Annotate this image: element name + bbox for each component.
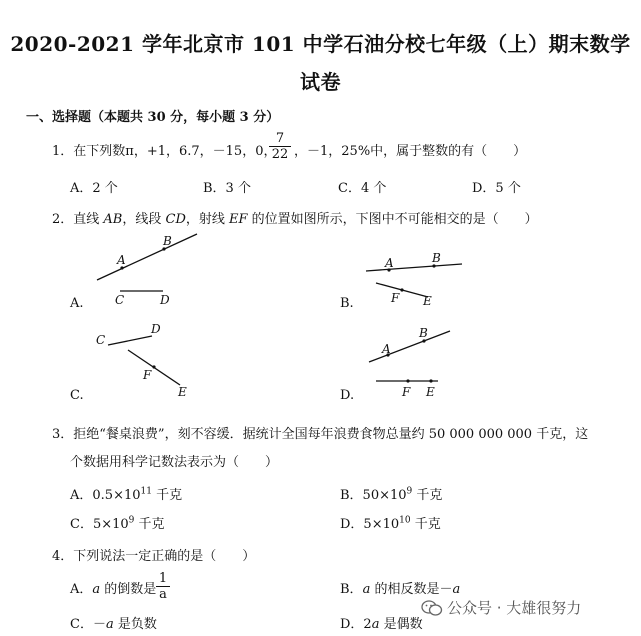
fig-c-point-f xyxy=(152,365,155,368)
q4-option-b-text: 的相反数是－ xyxy=(370,582,453,597)
q1-stem-prefix: 1．在下列数π，+1，6.7，－15，0， xyxy=(52,144,277,159)
q3-option-c-exp: 9 xyxy=(128,515,135,526)
q1-option-b: B．3 个 xyxy=(203,181,251,196)
fig-d-point-f xyxy=(406,379,409,382)
q3-option-c-unit: 千克 xyxy=(134,517,165,532)
q3-option-a-unit: 千克 xyxy=(151,488,183,503)
q4-option-a xyxy=(70,578,156,597)
fig-c-label-f: F xyxy=(143,368,152,382)
fig-b-label-b: B xyxy=(432,251,441,265)
q4-option-d xyxy=(340,613,423,632)
fig-b-point-f xyxy=(400,288,403,291)
q3-option-a-exp: 11 xyxy=(140,486,152,497)
q3-option-b-base: B．50×10 xyxy=(340,488,407,503)
q4-option-d-var: a xyxy=(371,617,380,632)
q1-stem-suffix: ，－1，25%中，属于整数的有（ ） xyxy=(294,144,527,159)
q3-option-b xyxy=(340,484,442,503)
q2-stem-post: 的位置如图所示，下图中不可能相交的是（ ） xyxy=(247,212,538,227)
fig-b-label-f: F xyxy=(391,291,400,305)
q3-option-a-base: A．0.5×10 xyxy=(70,488,141,503)
fig-c-label-e: E xyxy=(178,385,187,399)
fig-c-segment-cd xyxy=(108,336,152,345)
section-heading: 一、选择题（本题共 30 分，每小题 3 分） xyxy=(26,110,280,125)
q2-stem-mid2: ，射线 xyxy=(185,212,230,227)
q4-option-a-fraction-denominator: a xyxy=(159,587,167,602)
fig-b-line-ab xyxy=(366,264,462,271)
fig-a-label-a: A xyxy=(117,253,126,267)
q3-option-c-base: C．5×10 xyxy=(70,517,129,532)
q2-option-c-label: C. xyxy=(70,388,84,403)
q4-option-d-text: 是偶数 xyxy=(379,617,423,632)
q4-option-a-fraction-numerator: 1 xyxy=(158,571,168,586)
q3-option-d-exp: 10 xyxy=(399,515,411,526)
fig-d-label-a: A xyxy=(382,342,391,356)
q1-fraction-denominator: 22 xyxy=(271,147,289,162)
q3-option-d-base: D．5×10 xyxy=(340,517,400,532)
q2-option-a-label: A. xyxy=(70,296,84,311)
q4-option-b-pre: B． xyxy=(340,582,363,597)
q2-option-d-label: D. xyxy=(340,388,355,403)
q3-stem-line1: 3．拒绝“餐桌浪费”，刻不容缓．据统计全国每年浪费食物总量约 50 000 000 000 千克，这 xyxy=(52,427,589,442)
q4-option-a-fraction xyxy=(156,571,170,602)
fig-c-label-c: C xyxy=(96,333,106,347)
q3-option-a xyxy=(70,484,182,503)
q1-fraction-numerator: 7 xyxy=(275,131,285,146)
q3-option-b-exp: 9 xyxy=(406,486,413,497)
q3-option-d xyxy=(340,513,441,532)
q4-stem: 4．下列说法一定正确的是（ ） xyxy=(52,549,256,564)
q2-stem-cd: CD xyxy=(165,212,186,227)
fig-d-label-f: F xyxy=(402,385,411,399)
wechat-icon xyxy=(421,599,443,617)
fig-a-line-ab xyxy=(97,234,197,280)
q3-option-b-unit: 千克 xyxy=(412,488,443,503)
paper-title-line2: 试卷 xyxy=(300,70,341,94)
q2-stem-mid1: ，线段 xyxy=(122,212,166,227)
q4-option-c xyxy=(70,613,157,632)
q4-option-d-pre: D．2 xyxy=(340,617,372,632)
q3-option-d-unit: 千克 xyxy=(410,517,441,532)
watermark-text: 公众号 · 大雄很努力 xyxy=(447,599,582,617)
paper-title-line1: 2020-2021 学年北京市 101 中学石油分校七年级（上）期末数学 xyxy=(10,32,631,56)
q4-option-c-var: a xyxy=(105,617,114,632)
q4-option-a-pre: A． xyxy=(70,582,93,597)
q2-stem-ab: AB xyxy=(103,212,123,227)
fig-d-label-b: B xyxy=(419,326,428,340)
q4-option-c-pre: C．－ xyxy=(70,617,106,632)
q3-option-c xyxy=(70,513,165,532)
q4-option-a-var: a xyxy=(92,582,101,597)
q2-option-b-label: B. xyxy=(340,296,354,311)
q2-figure-d xyxy=(369,326,450,399)
q2-figure-c xyxy=(96,322,187,399)
fig-a-label-d: D xyxy=(160,293,170,307)
q4-option-b-var2: a xyxy=(452,582,461,597)
q2-figure-a xyxy=(97,234,197,307)
fig-a-label-c: C xyxy=(115,293,125,307)
q1-option-c: C．4 个 xyxy=(338,181,387,196)
fig-b-label-e: E xyxy=(423,294,432,308)
fig-a-label-b: B xyxy=(163,234,172,248)
q3-stem-line2: 个数据用科学记数法表示为（ ） xyxy=(70,455,279,470)
q2-stem-pre: 2．直线 xyxy=(52,212,104,227)
fig-b-label-a: A xyxy=(385,256,394,270)
q2-figure-b xyxy=(366,251,462,308)
q2-stem-ef: EF xyxy=(229,212,248,227)
fig-d-label-e: E xyxy=(426,385,435,399)
fig-c-label-d: D xyxy=(151,322,161,336)
q4-option-b xyxy=(340,578,460,597)
q1-option-a: A．2 个 xyxy=(70,181,118,196)
q4-option-a-text: 的倒数是 xyxy=(100,582,157,597)
q4-option-c-text: 是负数 xyxy=(113,617,157,632)
fig-d-point-e xyxy=(429,379,432,382)
q4-option-b-var: a xyxy=(362,582,371,597)
q1-option-d: D．5 个 xyxy=(472,181,521,196)
